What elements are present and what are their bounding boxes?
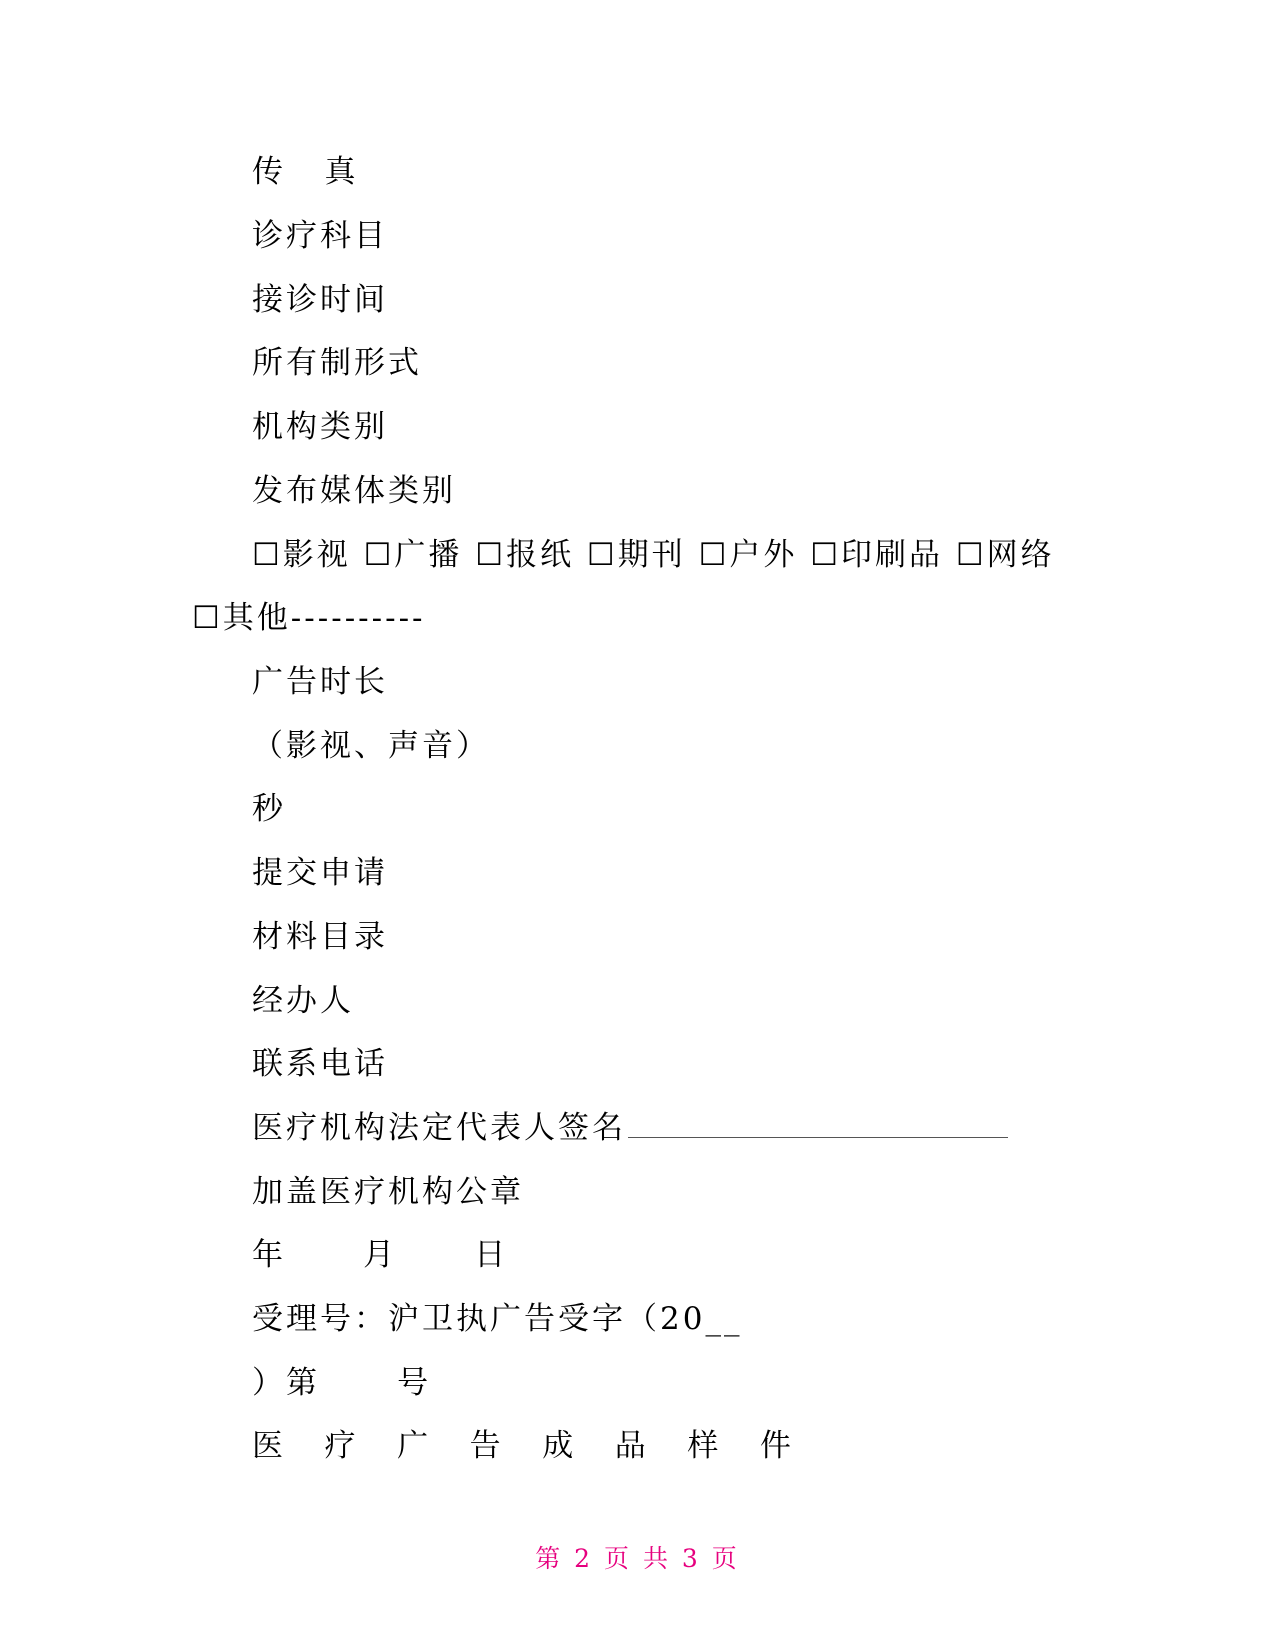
media-checkbox-options: ☐影视 ☐广播 ☐报纸 ☐期刊 ☐户外 ☐印刷品 ☐网络 <box>252 537 1055 573</box>
section-title-ad-sample: 医 疗 广 告 成 品 样 件 <box>252 1428 794 1464</box>
field-materials-list: 材料目录 <box>252 919 388 955</box>
field-consultation-hours: 接诊时间 <box>252 282 388 318</box>
field-date: 年 月 日 <box>252 1237 509 1273</box>
field-acceptance-number: 受理号：沪卫执广告受字（20__ <box>252 1301 743 1337</box>
field-official-seal: 加盖医疗机构公章 <box>252 1174 524 1210</box>
media-checkbox-other: ☐其他---------- <box>192 600 426 636</box>
field-legal-rep-signature <box>252 1108 1008 1148</box>
signature-blank-line <box>628 1111 1008 1138</box>
field-fax: 传 真 <box>252 154 359 190</box>
field-treatment-subjects: 诊疗科目 <box>252 218 388 254</box>
field-ad-duration-note: （影视、声音） <box>252 728 490 764</box>
field-acceptance-number-suffix: ）第 号 <box>252 1365 432 1401</box>
signature-label: 医疗机构法定代表人签名 <box>252 1110 626 1146</box>
field-handler: 经办人 <box>252 983 354 1019</box>
field-ownership-form: 所有制形式 <box>252 345 422 381</box>
field-submit-application: 提交申请 <box>252 855 388 891</box>
field-contact-phone: 联系电话 <box>252 1046 388 1082</box>
field-institution-category: 机构类别 <box>252 409 388 445</box>
field-ad-duration: 广告时长 <box>252 664 388 700</box>
field-seconds: 秒 <box>252 791 286 827</box>
field-media-category: 发布媒体类别 <box>252 473 456 509</box>
page-number-footer: 第 2 页 共 3 页 <box>535 1544 740 1573</box>
